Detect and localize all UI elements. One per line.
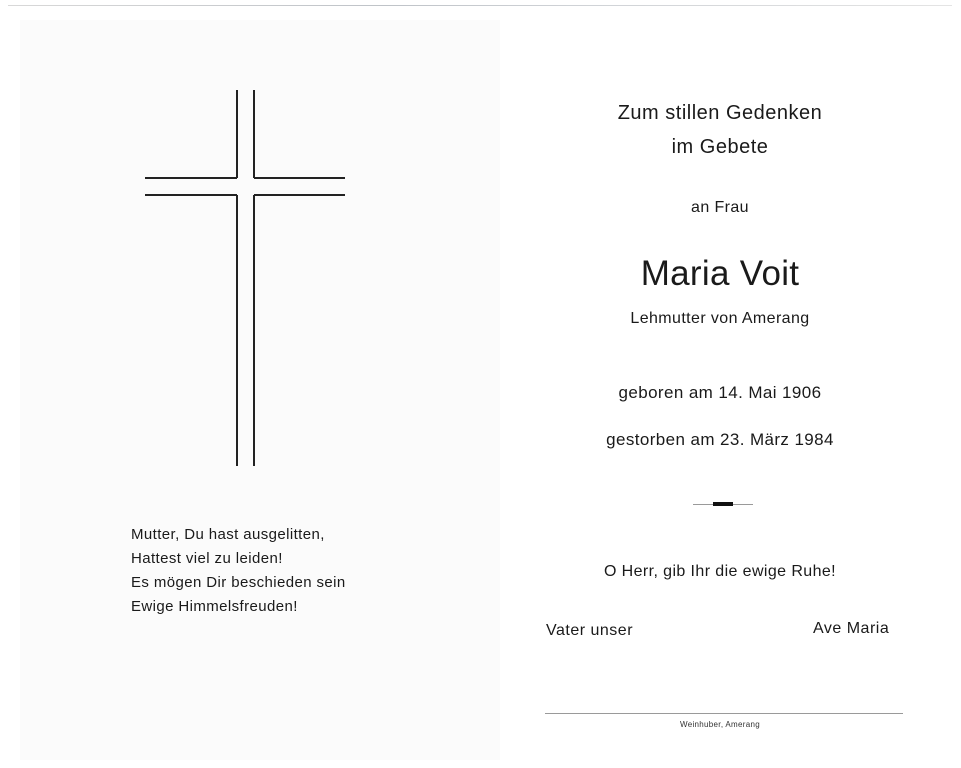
deceased-role: Lehmutter von Amerang xyxy=(630,310,810,327)
poem-line: Mutter, Du hast ausgelitten, xyxy=(131,526,325,543)
cross-icon xyxy=(144,90,348,468)
top-edge-line xyxy=(8,5,952,6)
ave-maria-label: Ave Maria xyxy=(813,620,890,637)
birth-date: geboren am 14. Mai 1906 xyxy=(618,383,822,402)
bottom-rule xyxy=(545,713,903,714)
memorial-heading-line1: Zum stillen Gedenken xyxy=(617,102,823,124)
divider-mark xyxy=(713,502,733,506)
memorial-poem xyxy=(131,523,346,619)
vater-unser-label: Vater unser xyxy=(546,622,634,639)
memorial-heading-line2: im Gebete xyxy=(671,136,769,158)
poem-line: Es mögen Dir beschieden sein xyxy=(131,574,346,591)
poem-line: Hattest viel zu leiden! xyxy=(131,550,283,567)
prayer-line: O Herr, gib Ihr die ewige Ruhe! xyxy=(603,563,837,580)
salutation: an Frau xyxy=(691,199,749,216)
memorial-heading xyxy=(540,96,900,164)
death-date: gestorben am 23. März 1984 xyxy=(606,430,834,449)
printer-credit: Weinhuber, Amerang xyxy=(680,720,760,729)
deceased-name: Maria Voit xyxy=(640,254,800,293)
poem-line: Ewige Himmelsfreuden! xyxy=(131,598,298,615)
